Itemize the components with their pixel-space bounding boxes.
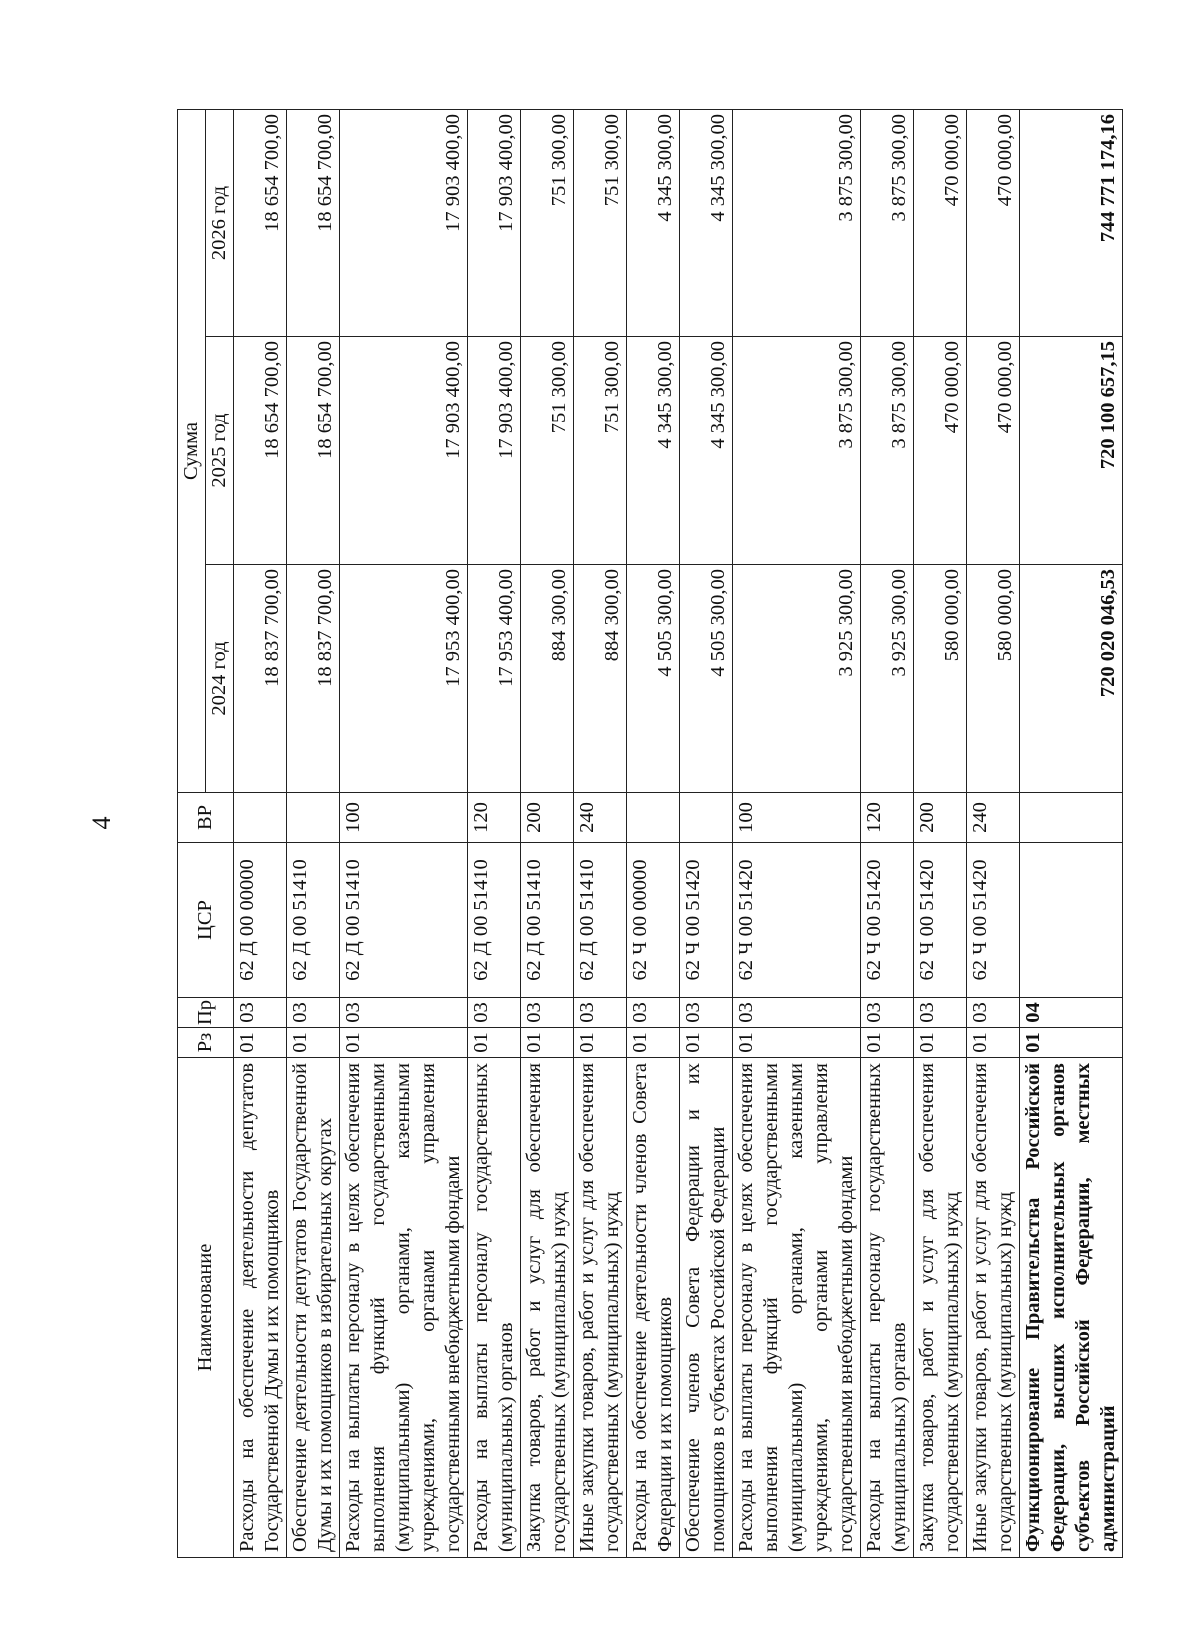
header-pr: Пр <box>178 998 234 1028</box>
row-vr: 200 <box>914 793 967 843</box>
row-amount-2026: 18 654 700,00 <box>287 110 340 337</box>
row-pr: 03 <box>733 998 861 1028</box>
row-rz: 01 <box>861 1028 914 1058</box>
row-name: Расходы на обеспечение деятельности депутатов Государственной Думы и их помощников <box>234 1058 287 1558</box>
row-pr: 03 <box>680 998 733 1028</box>
header-rz: Рз <box>178 1028 234 1058</box>
row-pr: 03 <box>967 998 1020 1028</box>
header-2025: 2025 год <box>206 337 234 565</box>
row-amount-2024: 884 300,00 <box>574 565 627 793</box>
row-amount-2025: 470 000,00 <box>967 337 1020 565</box>
row-amount-2026: 470 000,00 <box>914 110 967 337</box>
row-amount-2024: 580 000,00 <box>914 565 967 793</box>
row-csr: 62 Ч 00 51420 <box>733 843 861 998</box>
row-amount-2025: 4 345 300,00 <box>627 337 680 565</box>
row-name: Расходы на выплаты персоналу государственных (муниципальных) органов <box>861 1058 914 1558</box>
row-name: Расходы на выплаты персоналу в целях обеспечения выполнения функций государственными (муниципальными) органами, казенными учреждениями, органами управления государственными внебюджетными фондами <box>340 1058 468 1558</box>
row-name: Обеспечение членов Совета Федерации и их помощников в субъектах Российской Федерации <box>680 1058 733 1558</box>
row-vr: 120 <box>861 793 914 843</box>
table-row <box>1020 110 1123 1558</box>
row-name: Расходы на обеспечение деятельности членов Совета Федерации и их помощников <box>627 1058 680 1558</box>
row-vr <box>1020 793 1123 843</box>
row-csr: 62 Д 00 51410 <box>468 843 521 998</box>
budget-table <box>177 109 1123 1558</box>
row-amount-2026: 744 771 174,16 <box>1020 110 1123 337</box>
row-amount-2025: 751 300,00 <box>574 337 627 565</box>
row-name: Расходы на выплаты персоналу в целях обеспечения выполнения функций государственными (муниципальными) органами, казенными учреждениями, органами управления государственными внебюджетными фондами <box>733 1058 861 1558</box>
table-row <box>468 110 521 1558</box>
row-vr <box>287 793 340 843</box>
row-amount-2024: 3 925 300,00 <box>861 565 914 793</box>
row-amount-2026: 3 875 300,00 <box>861 110 914 337</box>
row-amount-2025: 720 100 657,15 <box>1020 337 1123 565</box>
row-amount-2024: 17 953 400,00 <box>340 565 468 793</box>
row-csr: 62 Ч 00 51420 <box>861 843 914 998</box>
table-row <box>340 110 468 1558</box>
header-vr: ВР <box>178 793 234 843</box>
row-amount-2026: 751 300,00 <box>574 110 627 337</box>
rotated-table-container <box>177 110 1119 1558</box>
table-row <box>733 110 861 1558</box>
row-pr: 03 <box>287 998 340 1028</box>
row-amount-2026: 17 903 400,00 <box>468 110 521 337</box>
table-row <box>287 110 340 1558</box>
row-csr: 62 Ч 00 51420 <box>680 843 733 998</box>
row-amount-2025: 17 903 400,00 <box>468 337 521 565</box>
row-rz: 01 <box>234 1028 287 1058</box>
row-amount-2026: 4 345 300,00 <box>627 110 680 337</box>
row-vr <box>680 793 733 843</box>
row-amount-2025: 18 654 700,00 <box>287 337 340 565</box>
row-amount-2025: 3 875 300,00 <box>733 337 861 565</box>
row-amount-2024: 17 953 400,00 <box>468 565 521 793</box>
row-vr: 100 <box>733 793 861 843</box>
row-vr: 240 <box>967 793 1020 843</box>
header-csr: ЦСР <box>178 843 234 998</box>
row-amount-2026: 18 654 700,00 <box>234 110 287 337</box>
row-amount-2025: 3 875 300,00 <box>861 337 914 565</box>
row-name: Закупка товаров, работ и услуг для обеспечения государственных (муниципальных) нужд <box>521 1058 574 1558</box>
header-sum: Сумма <box>178 110 206 793</box>
table-row <box>967 110 1020 1558</box>
row-amount-2026: 751 300,00 <box>521 110 574 337</box>
table-row <box>574 110 627 1558</box>
row-vr <box>234 793 287 843</box>
row-vr: 100 <box>340 793 468 843</box>
page-number: 4 <box>87 816 116 830</box>
row-rz: 01 <box>680 1028 733 1058</box>
row-amount-2024: 18 837 700,00 <box>287 565 340 793</box>
row-amount-2024: 720 020 046,53 <box>1020 565 1123 793</box>
row-pr: 03 <box>521 998 574 1028</box>
row-pr: 03 <box>861 998 914 1028</box>
row-rz: 01 <box>468 1028 521 1058</box>
row-pr: 03 <box>468 998 521 1028</box>
row-amount-2026: 470 000,00 <box>967 110 1020 337</box>
row-pr: 03 <box>340 998 468 1028</box>
row-pr: 03 <box>914 998 967 1028</box>
row-vr: 240 <box>574 793 627 843</box>
row-name: Функционирование Правительства Российской Федерации, высших исполнительных органов субъектов Российской Федерации, местных администраций <box>1020 1058 1123 1558</box>
row-amount-2025: 18 654 700,00 <box>234 337 287 565</box>
row-rz: 01 <box>914 1028 967 1058</box>
table-body <box>234 110 1123 1558</box>
row-amount-2024: 4 505 300,00 <box>627 565 680 793</box>
row-csr: 62 Д 00 51410 <box>521 843 574 998</box>
row-csr: 62 Д 00 00000 <box>234 843 287 998</box>
row-amount-2024: 18 837 700,00 <box>234 565 287 793</box>
row-amount-2024: 580 000,00 <box>967 565 1020 793</box>
row-amount-2026: 17 903 400,00 <box>340 110 468 337</box>
row-amount-2026: 4 345 300,00 <box>680 110 733 337</box>
row-pr: 04 <box>1020 998 1123 1028</box>
row-csr: 62 Д 00 51410 <box>340 843 468 998</box>
table-row <box>914 110 967 1558</box>
row-amount-2025: 17 903 400,00 <box>340 337 468 565</box>
row-rz: 01 <box>574 1028 627 1058</box>
row-rz: 01 <box>733 1028 861 1058</box>
table-row <box>234 110 287 1558</box>
row-csr: 62 Д 00 51410 <box>287 843 340 998</box>
row-amount-2026: 3 875 300,00 <box>733 110 861 337</box>
row-vr: 120 <box>468 793 521 843</box>
row-pr: 03 <box>574 998 627 1028</box>
row-amount-2025: 470 000,00 <box>914 337 967 565</box>
table-row <box>680 110 733 1558</box>
row-csr: 62 Ч 00 51420 <box>967 843 1020 998</box>
row-rz: 01 <box>967 1028 1020 1058</box>
row-rz: 01 <box>287 1028 340 1058</box>
row-rz: 01 <box>340 1028 468 1058</box>
row-csr: 62 Ч 00 51420 <box>914 843 967 998</box>
row-amount-2025: 751 300,00 <box>521 337 574 565</box>
table-row <box>627 110 680 1558</box>
row-rz: 01 <box>1020 1028 1123 1058</box>
row-name: Закупка товаров, работ и услуг для обеспечения государственных (муниципальных) нужд <box>914 1058 967 1558</box>
table-row <box>521 110 574 1558</box>
row-csr: 62 Ч 00 00000 <box>627 843 680 998</box>
row-pr: 03 <box>234 998 287 1028</box>
header-name: Наименование <box>178 1058 234 1558</box>
row-amount-2025: 4 345 300,00 <box>680 337 733 565</box>
row-rz: 01 <box>521 1028 574 1058</box>
row-amount-2024: 884 300,00 <box>521 565 574 793</box>
row-csr <box>1020 843 1123 998</box>
row-vr <box>627 793 680 843</box>
row-name: Обеспечение деятельности депутатов Государственной Думы и их помощников в избирательных округах <box>287 1058 340 1558</box>
header-2026: 2026 год <box>206 110 234 337</box>
row-amount-2024: 4 505 300,00 <box>680 565 733 793</box>
row-vr: 200 <box>521 793 574 843</box>
row-amount-2024: 3 925 300,00 <box>733 565 861 793</box>
header-2024: 2024 год <box>206 565 234 793</box>
row-name: Иные закупки товаров, работ и услуг для обеспечения государственных (муниципальных) нужд <box>574 1058 627 1558</box>
row-csr: 62 Д 00 51410 <box>574 843 627 998</box>
row-pr: 03 <box>627 998 680 1028</box>
row-name: Расходы на выплаты персоналу государственных (муниципальных) органов <box>468 1058 521 1558</box>
row-rz: 01 <box>627 1028 680 1058</box>
table-row <box>861 110 914 1558</box>
row-name: Иные закупки товаров, работ и услуг для обеспечения государственных (муниципальных) нужд <box>967 1058 1020 1558</box>
